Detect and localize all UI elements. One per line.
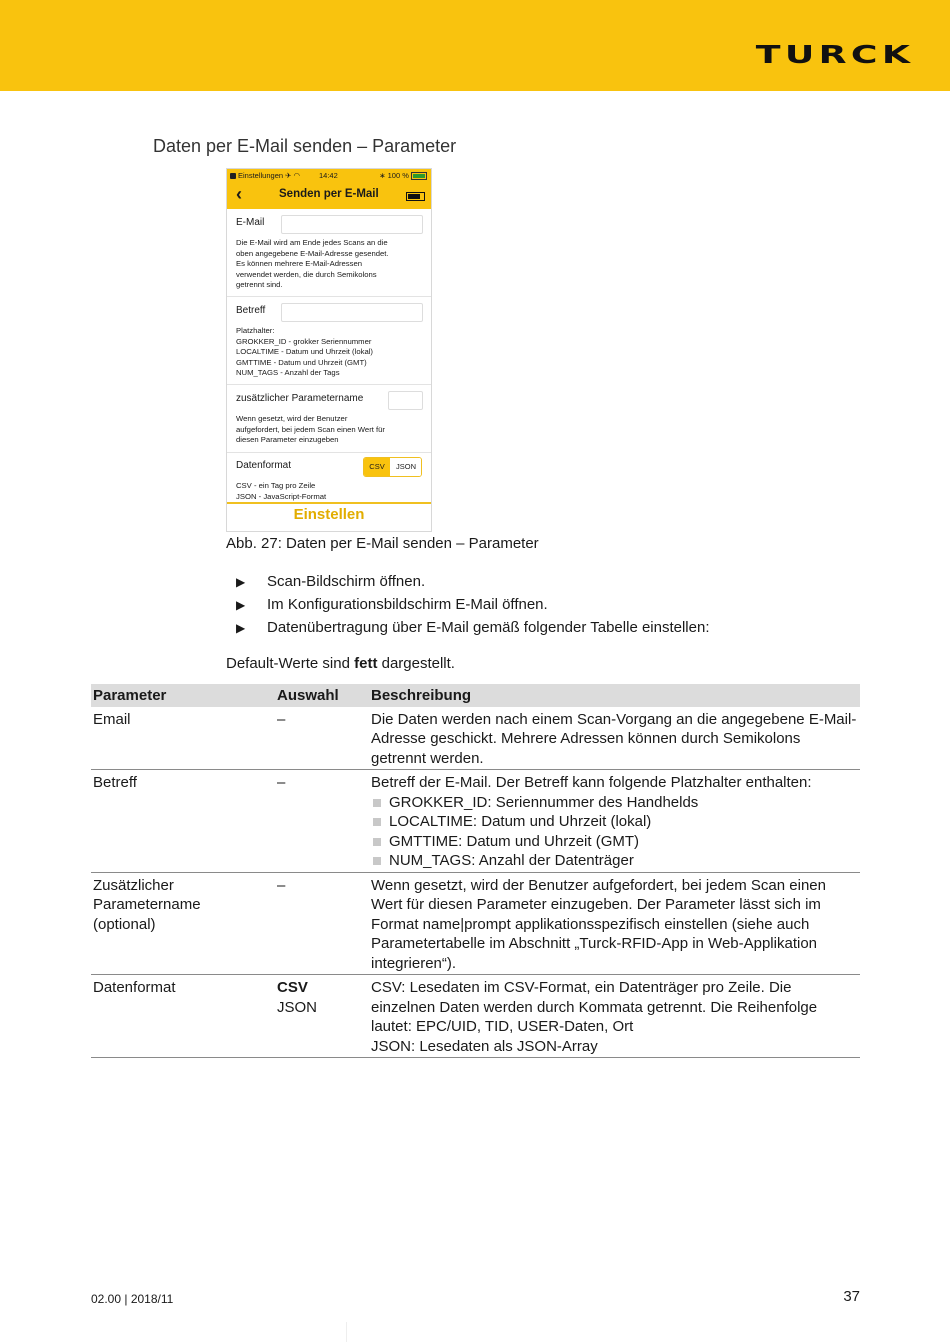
turck-logo: TURCK (755, 40, 914, 69)
email-label: E-Mail (236, 217, 265, 228)
list-item: ▶ Datenübertragung über E-Mail gemäß folgender Tabelle einstellen: (236, 619, 710, 636)
format-toggle (363, 457, 422, 477)
phone-screenshot (226, 168, 432, 532)
status-back-label: Einstellungen (238, 171, 284, 180)
subject-label: Betreff (236, 305, 266, 316)
divider (227, 384, 431, 385)
step-list (236, 572, 710, 641)
arrow-icon: ▶ (236, 598, 246, 612)
param-label: zusätzlicher Parametername (236, 393, 364, 404)
placeholder-list: GROKKER_ID: Seriennummer des Handhelds LOCALTIME: Datum und Uhrzeit (lokal) GMTTIME: Datum und Uhrzeit (GMT) NUM_TAGS: Anzahl der Datenträger (371, 793, 858, 871)
table-row: Email – Die Daten werden nach einem Scan-Vorgang an die angegebene E-Mail-Adresse geschickt. Mehrere Adressen können durch Semikolons getrennt werden. (91, 707, 860, 770)
divider (227, 296, 431, 297)
page-number: 37 (843, 1288, 860, 1305)
status-right: ∗ 100 % (379, 169, 427, 182)
table-row: Zusätzlicher Parametername (optional) – Wenn gesetzt, wird der Benutzer aufgefordert, bei jedem Scan einen Wert für diesen Parameter einzugeben. Der Parameter lässt sich im Format name|prompt applikationsspezifisch einstellen (siehe auch Parametertabelle im Abschnitt „Turck-RFID-App in Web-Applikation integrieren“). (91, 872, 860, 975)
subject-field[interactable] (281, 303, 423, 322)
param-field[interactable] (388, 391, 423, 410)
email-field[interactable] (281, 215, 423, 234)
divider (227, 452, 431, 453)
table-row: Datenformat CSV JSON CSV: Lesedaten im CSV-Format, ein Datenträger pro Zeile. Die einzelnen Daten werden durch Kommata getrennt. Die Reihenfolge lautet: EPC/UID, TID, USER-Daten, Ort JSON: Lesedaten als JSON-Array (91, 975, 860, 1058)
settings-tab-button[interactable]: Einstellen (293, 506, 365, 523)
figure-caption: Abb. 27: Daten per E-Mail senden – Parameter (226, 535, 539, 552)
footer-divider (227, 502, 431, 504)
arrow-icon: ▶ (236, 621, 246, 635)
list-item: ▶ Im Konfigurationsbildschirm E-Mail öffnen. (236, 596, 548, 613)
airplane-wifi-icon: ✈ ◠ (285, 171, 301, 180)
email-help: Die E-Mail wird am Ende jedes Scans an die oben angegebene E-Mail-Adresse gesendet. Es können mehrere E-Mail-Adressen verwendet werden, die durch Semikolons getrennt sind. (236, 238, 389, 290)
status-time: 14:42 (319, 171, 338, 180)
back-chevron-icon[interactable]: ‹ (236, 184, 242, 204)
arrow-icon: ▶ (236, 575, 246, 589)
section-title: Daten per E-Mail senden – Parameter (153, 136, 457, 156)
format-label: Datenformat (236, 460, 292, 471)
nav-title: Senden per E-Mail (279, 188, 379, 200)
nav-bar (227, 182, 431, 209)
parameter-table (91, 684, 860, 1058)
subject-help: Platzhalter: GROKKER_ID - grokker Seriennummer LOCALTIME - Datum und Uhrzeit (lokal) GMTTIME - Datum und Uhrzeit (GMT) NUM_TAGS - Anzahl der Tags (236, 326, 373, 378)
table-row: Betreff – Betreff der E-Mail. Der Betreff kann folgende Platzhalter enthalten: GROKKER_ID: Seriennummer des Handhelds LOCALTIME: Datum und Uhrzeit (lokal) GMTTIME: Datum und Uhrzeit (GMT) NUM_TAGS: Anzahl der Datenträger (91, 770, 860, 873)
format-help: CSV - ein Tag pro Zeile JSON - JavaScript-Format (236, 481, 327, 501)
device-battery-icon (406, 192, 425, 201)
version-label: 02.00 | 2018/11 (91, 1292, 174, 1306)
defaults-note: Default-Werte sind fett dargestellt. (226, 655, 455, 672)
list-item: ▶ Scan-Bildschirm öffnen. (236, 573, 426, 590)
header-bar (0, 0, 950, 91)
param-help: Wenn gesetzt, wird der Benutzer aufgefordert, bei jedem Scan einen Wert für diesen Parameter einzugeben (236, 414, 385, 445)
divider (346, 1322, 347, 1342)
status-bar (227, 169, 431, 182)
bluetooth-icon: ∗ (379, 171, 388, 180)
format-option-json[interactable]: JSON (391, 458, 421, 476)
format-option-csv[interactable]: CSV (364, 458, 390, 476)
table-header: Parameter Auswahl Beschreibung (91, 684, 860, 707)
back-app-icon (230, 173, 236, 179)
battery-icon (411, 172, 427, 180)
